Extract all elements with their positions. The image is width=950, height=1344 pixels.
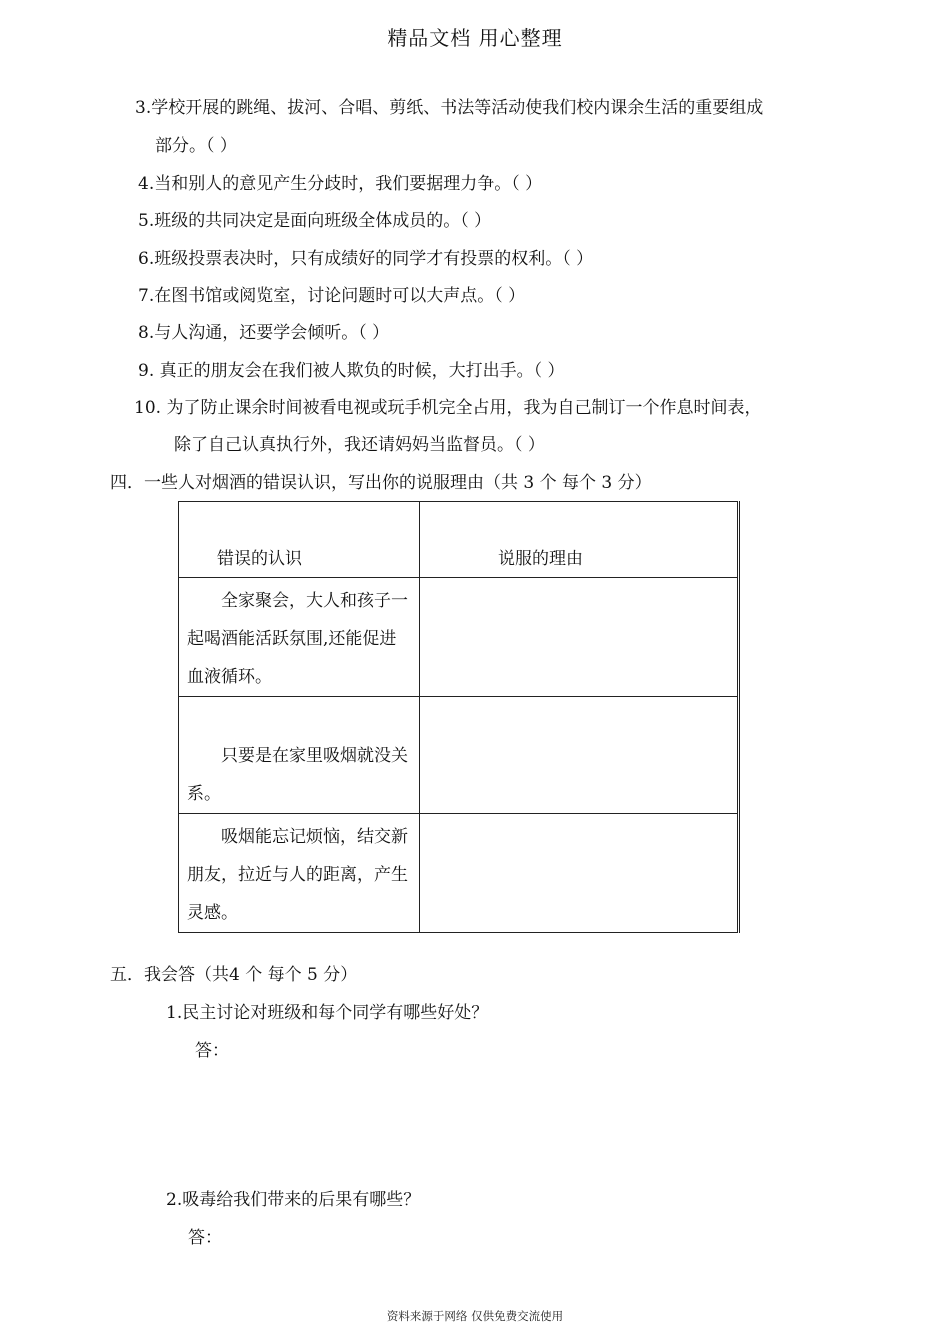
- statement-8: 8.与人沟通，还要学会倾听。（ ）: [138, 323, 390, 343]
- misconception-cell: [179, 578, 420, 697]
- table-row: [179, 578, 739, 697]
- header-label: 错误的认识: [217, 549, 302, 569]
- misconception-text: 吸烟能忘记烦恼，结交新朋友，拉近与人的距离，产生灵感。: [187, 827, 408, 923]
- statement-7: 7.在图书馆或阅览室，讨论问题时可以大声点。（ ）: [138, 286, 526, 306]
- misconception-table: [178, 501, 740, 933]
- misconception-cell: [179, 697, 420, 814]
- table-row: [179, 697, 739, 814]
- reason-answer-cell[interactable]: [420, 697, 739, 814]
- header-cell-misconception: [179, 502, 420, 578]
- misconception-text: 只要是在家里吸烟就没关系。: [187, 746, 408, 804]
- statement-9: 9. 真正的朋友会在我们被人欺负的时候，大打出手。（ ）: [138, 361, 565, 381]
- statement-10-line1: 10. 为了防止课余时间被看电视或玩手机完全占用，我为自己制订一个作息时间表，: [134, 398, 762, 418]
- header-label: 说服的理由: [498, 549, 583, 569]
- misconception-cell: [179, 814, 420, 933]
- table-row: [179, 814, 739, 933]
- misconception-text: 全家聚会，大人和孩子一起喝酒能活跃氛围,还能促进血液循环。: [187, 591, 408, 687]
- question-1: 1.民主讨论对班级和每个同学有哪些好处？: [166, 1003, 489, 1023]
- answer-1-label: 答：: [195, 1041, 229, 1061]
- table-header-row: [179, 502, 739, 578]
- page-footer: 资料来源于网络 仅供免费交流使用: [386, 1309, 564, 1323]
- reason-answer-cell[interactable]: [420, 814, 739, 933]
- section-5-title: 五．我会答（共4 个 每个 5 分）: [110, 965, 358, 985]
- statement-10-line2: 除了自己认真执行外，我还请妈妈当监督员。（ ）: [174, 435, 545, 455]
- answer-2-label: 答：: [188, 1228, 222, 1248]
- statement-6: 6.班级投票表决时，只有成绩好的同学才有投票的权利。（ ）: [138, 249, 594, 269]
- reason-answer-cell[interactable]: [420, 578, 739, 697]
- statement-4: 4.当和别人的意见产生分歧时，我们要据理力争。（ ）: [138, 174, 543, 194]
- page-header: 精品文档 用心整理: [387, 26, 563, 50]
- question-2: 2.吸毒给我们带来的后果有哪些？: [166, 1190, 421, 1210]
- section-4-title: 四．一些人对烟酒的错误认识，写出你的说服理由（共 3 个 每个 3 分）: [110, 473, 652, 493]
- statement-3-line2: 部分。（ ）: [155, 136, 237, 156]
- statement-5: 5.班级的共同决定是面向班级全体成员的。（ ）: [138, 211, 492, 231]
- header-cell-reason: [420, 502, 739, 578]
- statement-3-line1: 3.学校开展的跳绳、拔河、合唱、剪纸、书法等活动使我们校内课余生活的重要组成: [135, 98, 764, 118]
